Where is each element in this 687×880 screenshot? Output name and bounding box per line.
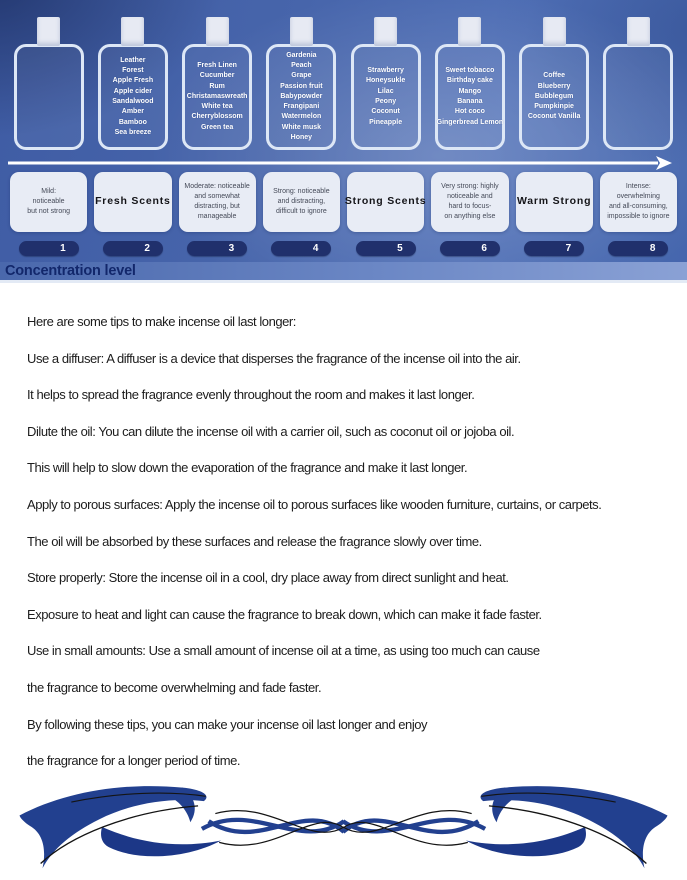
- caption-band: [0, 262, 687, 283]
- level-number-pill: [103, 241, 163, 256]
- bottle-cap-icon: [627, 17, 650, 46]
- level-text: Strong Scents: [344, 195, 427, 208]
- level-number: 3: [228, 243, 235, 254]
- level-text: Strong: noticeable and distracting, difficult to ignore: [273, 188, 330, 215]
- level-box-3: [179, 172, 256, 232]
- level-text: Moderate: noticeable and somewhat distracting, but manageable: [184, 183, 250, 220]
- pills-row: [10, 241, 677, 256]
- tips-text-block: Here are some tips to make incense oil last longer: Use a diffuser: A diffuser is a device that disperses the fragrance of the incense oil into the air. It helps to spread the fragrance evenly throughout the room and makes it last longer. Dilute the oil: You can dilute the incense oil with a carrier oil, such as coconut oil or jojoba oil. This will help to slow down the evaporation of the fragrance and make it last longer. Apply to porous surfaces: Apply the incense oil to porous surfaces like wooden furniture, curtains, or carpets. The oil will be absorbed by these surfaces and release the fragrance slowly over time. Store properly: Store the incense oil in a cool, dry place away from direct sunlight and heat. Exposure to heat and light can cause the fragrance to break down, which can make it fade faster. Use in small amounts: Use a small amount of incense oil at a time, as using too much can cause the fragrance to become overwhelming and fade faster. By following these tips, you can make your incense oil last longer and enjoy the fragrance for a longer period of time.: [27, 314, 602, 769]
- level-number-pill: [356, 241, 416, 256]
- bottle-3: [179, 17, 256, 150]
- bottle-outline-icon: [98, 44, 168, 150]
- scent-list: Sweet tobacco Birthday cake Mango Banana Hot coco Gingerbread Lemon: [436, 67, 504, 126]
- level-text: Very strong: highly noticeable and hard to focus- on anything else: [441, 183, 499, 220]
- bottle-4: [263, 17, 340, 150]
- level-number-pill: [608, 241, 668, 256]
- bottle-outline-icon: [266, 44, 336, 150]
- bottle-outline-icon: [603, 44, 673, 150]
- scent-list: Leather Forest Apple Fresh Apple cider Sandalwood Amber Bamboo Sea breeze: [112, 56, 154, 136]
- bottle-cap-icon: [121, 17, 144, 46]
- bottle-outline-icon: [519, 44, 589, 150]
- level-box-2: [94, 172, 171, 232]
- bottle-outline-icon: [14, 44, 84, 150]
- level-box-1: [10, 172, 87, 232]
- bottle-cap-icon: [458, 17, 481, 46]
- level-number: 1: [60, 243, 66, 254]
- level-number-pill: [271, 241, 331, 256]
- bottle-cap-icon: [374, 17, 397, 46]
- level-number-pill: [440, 241, 500, 256]
- level-number: 5: [397, 243, 403, 254]
- bottles-row: [10, 17, 677, 150]
- bottle-cap-icon: [290, 17, 313, 46]
- bottle-cap-icon: [37, 17, 60, 46]
- concentration-banner: [0, 0, 687, 283]
- level-number: 2: [144, 243, 150, 254]
- bottle-outline-icon: [435, 44, 505, 150]
- level-box-8: [600, 172, 677, 232]
- bottle-8: [600, 17, 677, 150]
- level-text: Warm Strong: [516, 195, 592, 208]
- bottle-cap-icon: [206, 17, 229, 46]
- bottle-outline-icon: [351, 44, 421, 150]
- bottle-7: [516, 17, 593, 150]
- scent-list: Gardenia Peach Grape Passion fruit Babypowder Frangipani Watermelon White musk Honey: [280, 51, 323, 142]
- levels-row: [10, 172, 677, 232]
- level-number: 8: [649, 243, 656, 254]
- level-box-7: [516, 172, 593, 232]
- timeline-arrow-icon: [8, 155, 674, 171]
- concentration-level-caption: Concentration level: [5, 263, 136, 279]
- scent-list: Strawberry Honeysukle Lilac Peony Coconut Pineapple: [365, 67, 406, 126]
- level-text: Intense: overwhelming and all-consuming, impossible to ignore: [607, 183, 670, 220]
- bottle-outline-icon: [182, 44, 252, 150]
- tribal-flourish-icon: [0, 779, 687, 875]
- level-number-pill: [19, 241, 79, 256]
- scent-list: Fresh Linen Cucumber Rum Christamaswreath White tea Cherryblossom Green tea: [186, 61, 248, 131]
- level-number: 6: [481, 243, 487, 254]
- bottle-5: [347, 17, 424, 150]
- bottle-cap-icon: [543, 17, 566, 46]
- level-box-6: [431, 172, 508, 232]
- bottle-2: [94, 17, 171, 150]
- level-box-5: [344, 172, 427, 232]
- bottle-6: [431, 17, 508, 150]
- level-number-pill: [187, 241, 247, 256]
- scent-list: Coffee Blueberry Bubblegum Pumpkinpie Coconut Vanilla: [527, 72, 581, 121]
- level-number: 4: [312, 243, 319, 254]
- level-text: Mild: noticeable but not strong: [27, 188, 71, 215]
- level-box-4: [263, 172, 340, 232]
- level-number: 7: [565, 243, 572, 254]
- bottle-1: [10, 17, 87, 150]
- level-number-pill: [524, 241, 584, 256]
- level-text: Fresh Scents: [95, 195, 171, 208]
